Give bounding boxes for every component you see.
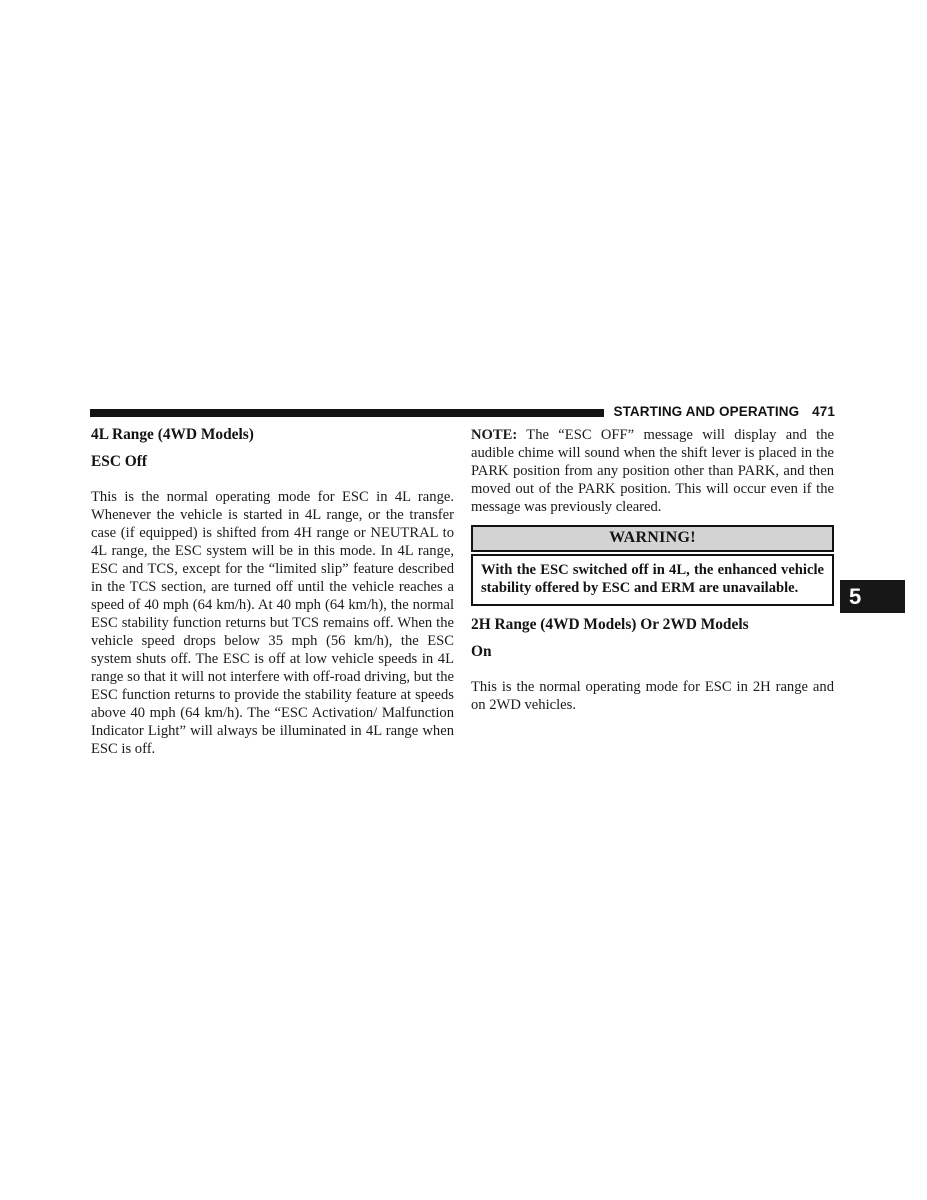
right-column [471, 426, 834, 758]
chapter-number: 5 [849, 583, 862, 609]
warning-box [471, 525, 834, 606]
paragraph-4l-body: This is the normal operating mode for ESC in 4L range. Whenever the vehicle is started in 4L range, or the transfer case (if equipped) is shifted from 4H range or NEUTRAL to 4L range, the ESC system will be in this mode. In 4L range, ESC and TCS, except for the “limited slip” feature described in the TCS section, are turned off until the vehicle reaches a speed of 40 mph (64 km/h). At 40 mph (64 km/h), the normal ESC stability function returns but TCS remains off. When the vehicle speed drops below 35 mph (56 km/h), the ESC system shuts off. The ESC is off at low vehicle speeds in 4L range so that it will not interfere with off-road driving, but the ESC function returns to provide the stability feature at speeds above 40 mph (64 km/h). The “ESC Activation/ Malfunction Indicator Light” will always be illuminated in 4L range when ESC is off. [91, 489, 454, 757]
warning-title: WARNING! [471, 525, 834, 552]
subheading-on: On [471, 643, 492, 660]
section-title: STARTING AND OPERATING [613, 404, 800, 419]
warning-body-text: With the ESC switched off in 4L, the enhanced vehicle stability offered by ESC and ERM are unavailable. [471, 554, 834, 606]
page-number: 471 [812, 404, 835, 419]
left-column [91, 426, 454, 758]
heading-2h-range: 2H Range (4WD Models) Or 2WD Models [471, 616, 749, 633]
page-columns [91, 426, 835, 758]
spacer [91, 480, 454, 488]
subheading-esc-off: ESC Off [91, 453, 148, 470]
note-body: The “ESC OFF” message will display and the audible chime will sound when the shift lever is placed in the PARK position from any position other than PARK, and then moved out of the PARK position. This will occur even if the message was previously cleared. [471, 427, 834, 515]
page-header [90, 403, 835, 420]
header-rule [90, 409, 604, 417]
paragraph-2h-body: This is the normal operating mode for ESC in 2H range and on 2WD vehicles. [471, 679, 834, 713]
note-label: NOTE: [471, 427, 518, 443]
chapter-tab [840, 580, 905, 613]
running-header [613, 404, 835, 419]
spacer [471, 670, 834, 678]
heading-4l-range: 4L Range (4WD Models) [91, 426, 254, 443]
note-paragraph [471, 426, 834, 516]
